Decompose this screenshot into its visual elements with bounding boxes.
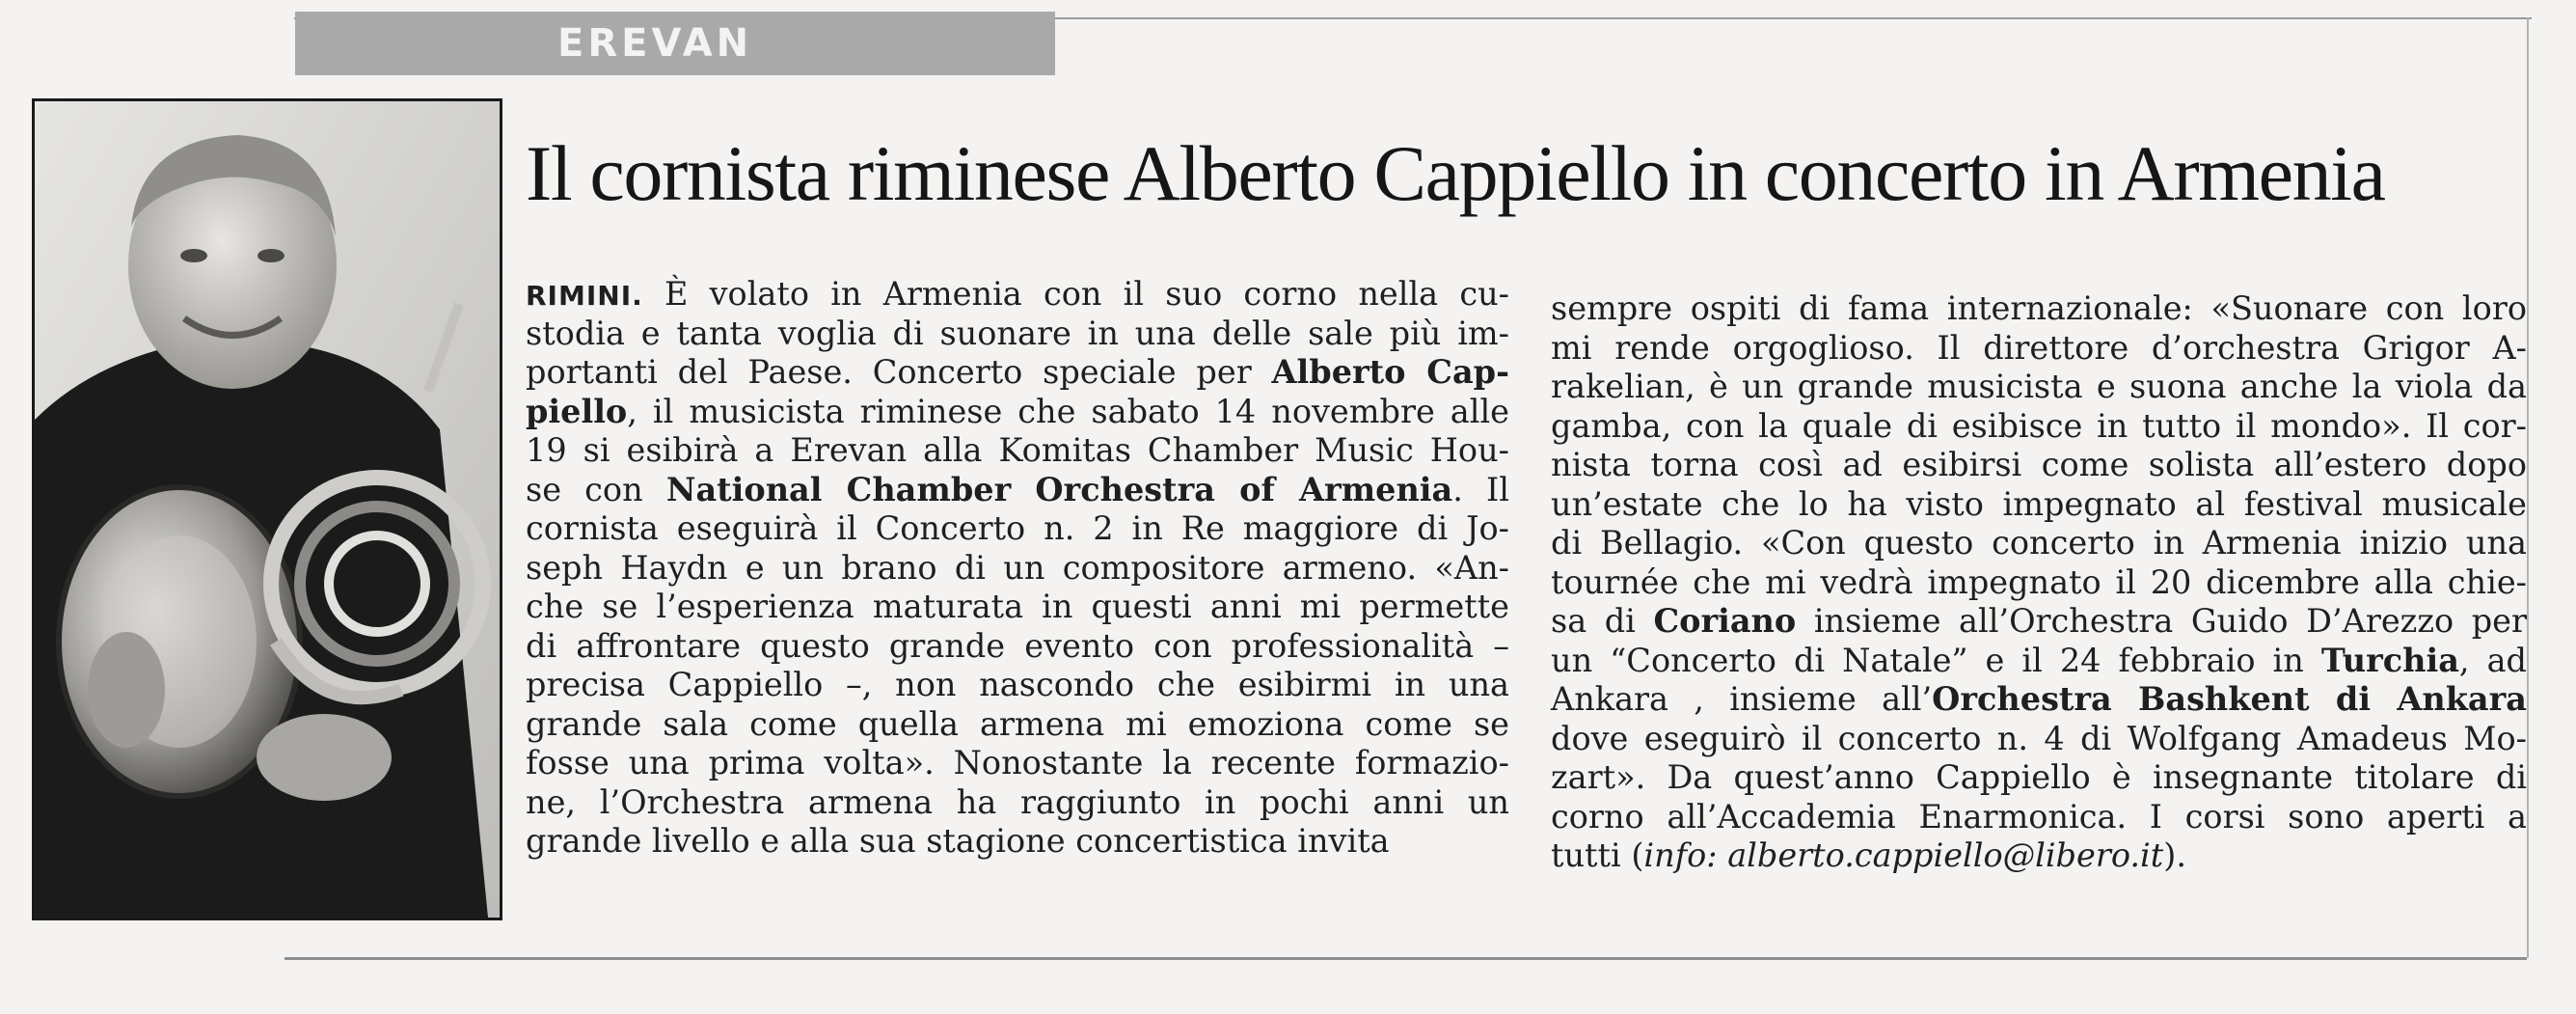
dateline: RIMINI. bbox=[526, 280, 643, 312]
text-run: Turchia bbox=[2320, 641, 2459, 679]
article-line bbox=[1551, 524, 2527, 563]
article-line bbox=[1551, 642, 2527, 681]
text-run: corno all’Accademia Enarmonica. I corsi sono aperti a bbox=[1551, 797, 2527, 836]
article-line bbox=[526, 431, 1509, 471]
text-run: rakelian, è un grande musicista e suona anche la viola da bbox=[1551, 368, 2527, 405]
text-run: zart». Da quest’anno Cappiello è insegnante titolare di bbox=[1551, 758, 2527, 796]
article-line bbox=[526, 393, 1509, 432]
text-run: mi rende orgoglioso. Il direttore d’orchestra Grigor A- bbox=[1551, 328, 2527, 367]
article-line bbox=[1551, 563, 2527, 603]
article-line bbox=[526, 353, 1509, 393]
text-run: info: alberto.cappiello@libero.it bbox=[1643, 836, 2164, 874]
text-run: sa di bbox=[1551, 602, 1654, 640]
article-line bbox=[526, 627, 1509, 667]
article-line bbox=[1551, 407, 2527, 447]
article-line bbox=[526, 744, 1509, 783]
text-run: stodia e tanta voglia di suonare in una delle sale più im- bbox=[526, 314, 1509, 352]
photo-illustration bbox=[35, 101, 500, 918]
article-line bbox=[526, 315, 1509, 354]
text-run: gamba, con la quale di esibisce in tutto il mondo». Il cor- bbox=[1551, 406, 2527, 445]
text-run: Alberto Cap- bbox=[1271, 353, 1509, 391]
text-run: insieme all’Orchestra Guido D’Arezzo per bbox=[1796, 602, 2528, 640]
article-line bbox=[1551, 446, 2527, 485]
text-run: piello bbox=[526, 392, 628, 430]
article-line bbox=[526, 822, 1509, 862]
article-line bbox=[526, 666, 1509, 705]
article-line bbox=[1551, 329, 2527, 369]
text-run: 19 si esibirà a Erevan alla Komitas Chamber Music Hou- bbox=[526, 431, 1509, 469]
text-run: un “Concerto di Natale” e il 24 febbraio in bbox=[1551, 641, 2321, 679]
text-run: ). bbox=[2163, 836, 2186, 874]
section-label: EREVAN bbox=[557, 21, 753, 66]
bottom-rule bbox=[285, 957, 2527, 960]
text-run: È volato in Armenia con il suo corno nella cu- bbox=[642, 275, 1509, 313]
article-line bbox=[1551, 758, 2527, 798]
article-photo bbox=[32, 98, 502, 920]
article-line bbox=[1551, 485, 2527, 525]
article-column-1 bbox=[526, 275, 1509, 862]
article-line bbox=[1551, 602, 2527, 642]
text-run: di affrontare questo grande evento con professionalità – bbox=[526, 626, 1509, 665]
text-run: portanti del Paese. Concerto speciale per bbox=[526, 353, 1272, 391]
text-run: Ankara , insieme all’ bbox=[1551, 680, 1933, 718]
article-line bbox=[1551, 836, 2527, 876]
text-run: cornista eseguirà il Concerto n. 2 in Re maggiore di Jo- bbox=[526, 509, 1509, 547]
article-line bbox=[1551, 798, 2527, 837]
article-line bbox=[526, 509, 1509, 549]
article-headline: Il cornista riminese Alberto Cappiello in concerto in Armenia bbox=[526, 129, 2385, 217]
text-run: dove eseguirò il concerto n. 4 di Wolfgang Amadeus Mo- bbox=[1551, 719, 2527, 757]
text-run: fosse una prima volta». Nonostante la recente formazio- bbox=[526, 744, 1509, 781]
text-run: ne, l’Orchestra armena ha raggiunto in pochi anni un bbox=[526, 782, 1509, 821]
text-run: se con bbox=[526, 470, 666, 508]
article-line bbox=[526, 705, 1509, 745]
text-run: un’estate che lo ha visto impegnato al festival musicale bbox=[1551, 484, 2527, 523]
text-run: grande livello e alla sua stagione concertistica invita bbox=[526, 822, 1390, 860]
text-run: Coriano bbox=[1653, 602, 1797, 640]
article-line bbox=[1551, 680, 2527, 720]
article-line bbox=[1551, 289, 2527, 329]
text-run: nista torna così ad esibirsi come solista all’estero dopo bbox=[1551, 446, 2527, 483]
text-run: National Chamber Orchestra of Armenia bbox=[665, 470, 1453, 508]
article-line bbox=[1551, 368, 2527, 407]
text-run: Orchestra Bashkent di Ankara bbox=[1932, 680, 2527, 718]
text-run: tournée che mi vedrà impegnato il 20 dicembre alla chie- bbox=[1551, 562, 2527, 601]
text-run: grande sala come quella armena mi emoziona come se bbox=[526, 704, 1509, 743]
text-run: , ad bbox=[2458, 641, 2528, 679]
text-run: precisa Cappiello –, non nascondo che esibirmi in una bbox=[526, 666, 1509, 703]
article-line bbox=[526, 588, 1509, 627]
article-line bbox=[526, 783, 1509, 823]
text-run: . Il bbox=[1452, 470, 1509, 508]
text-run: sempre ospiti di fama internazionale: «Suonare con loro bbox=[1551, 289, 2527, 327]
text-run: che se l’esperienza maturata in questi anni mi permette bbox=[526, 588, 1509, 625]
article-line bbox=[526, 549, 1509, 589]
article-line bbox=[1551, 720, 2527, 759]
text-run: seph Haydn e un brano di un compositore armeno. «An- bbox=[526, 548, 1509, 587]
text-run: di Bellagio. «Con questo concerto in Armenia inizio una bbox=[1551, 524, 2527, 562]
article-column-2 bbox=[1551, 289, 2527, 876]
article-line bbox=[526, 275, 1509, 315]
article-line bbox=[526, 471, 1509, 510]
text-run: , il musicista riminese che sabato 14 novembre alle bbox=[627, 392, 1509, 430]
text-run: tutti ( bbox=[1551, 836, 1644, 874]
